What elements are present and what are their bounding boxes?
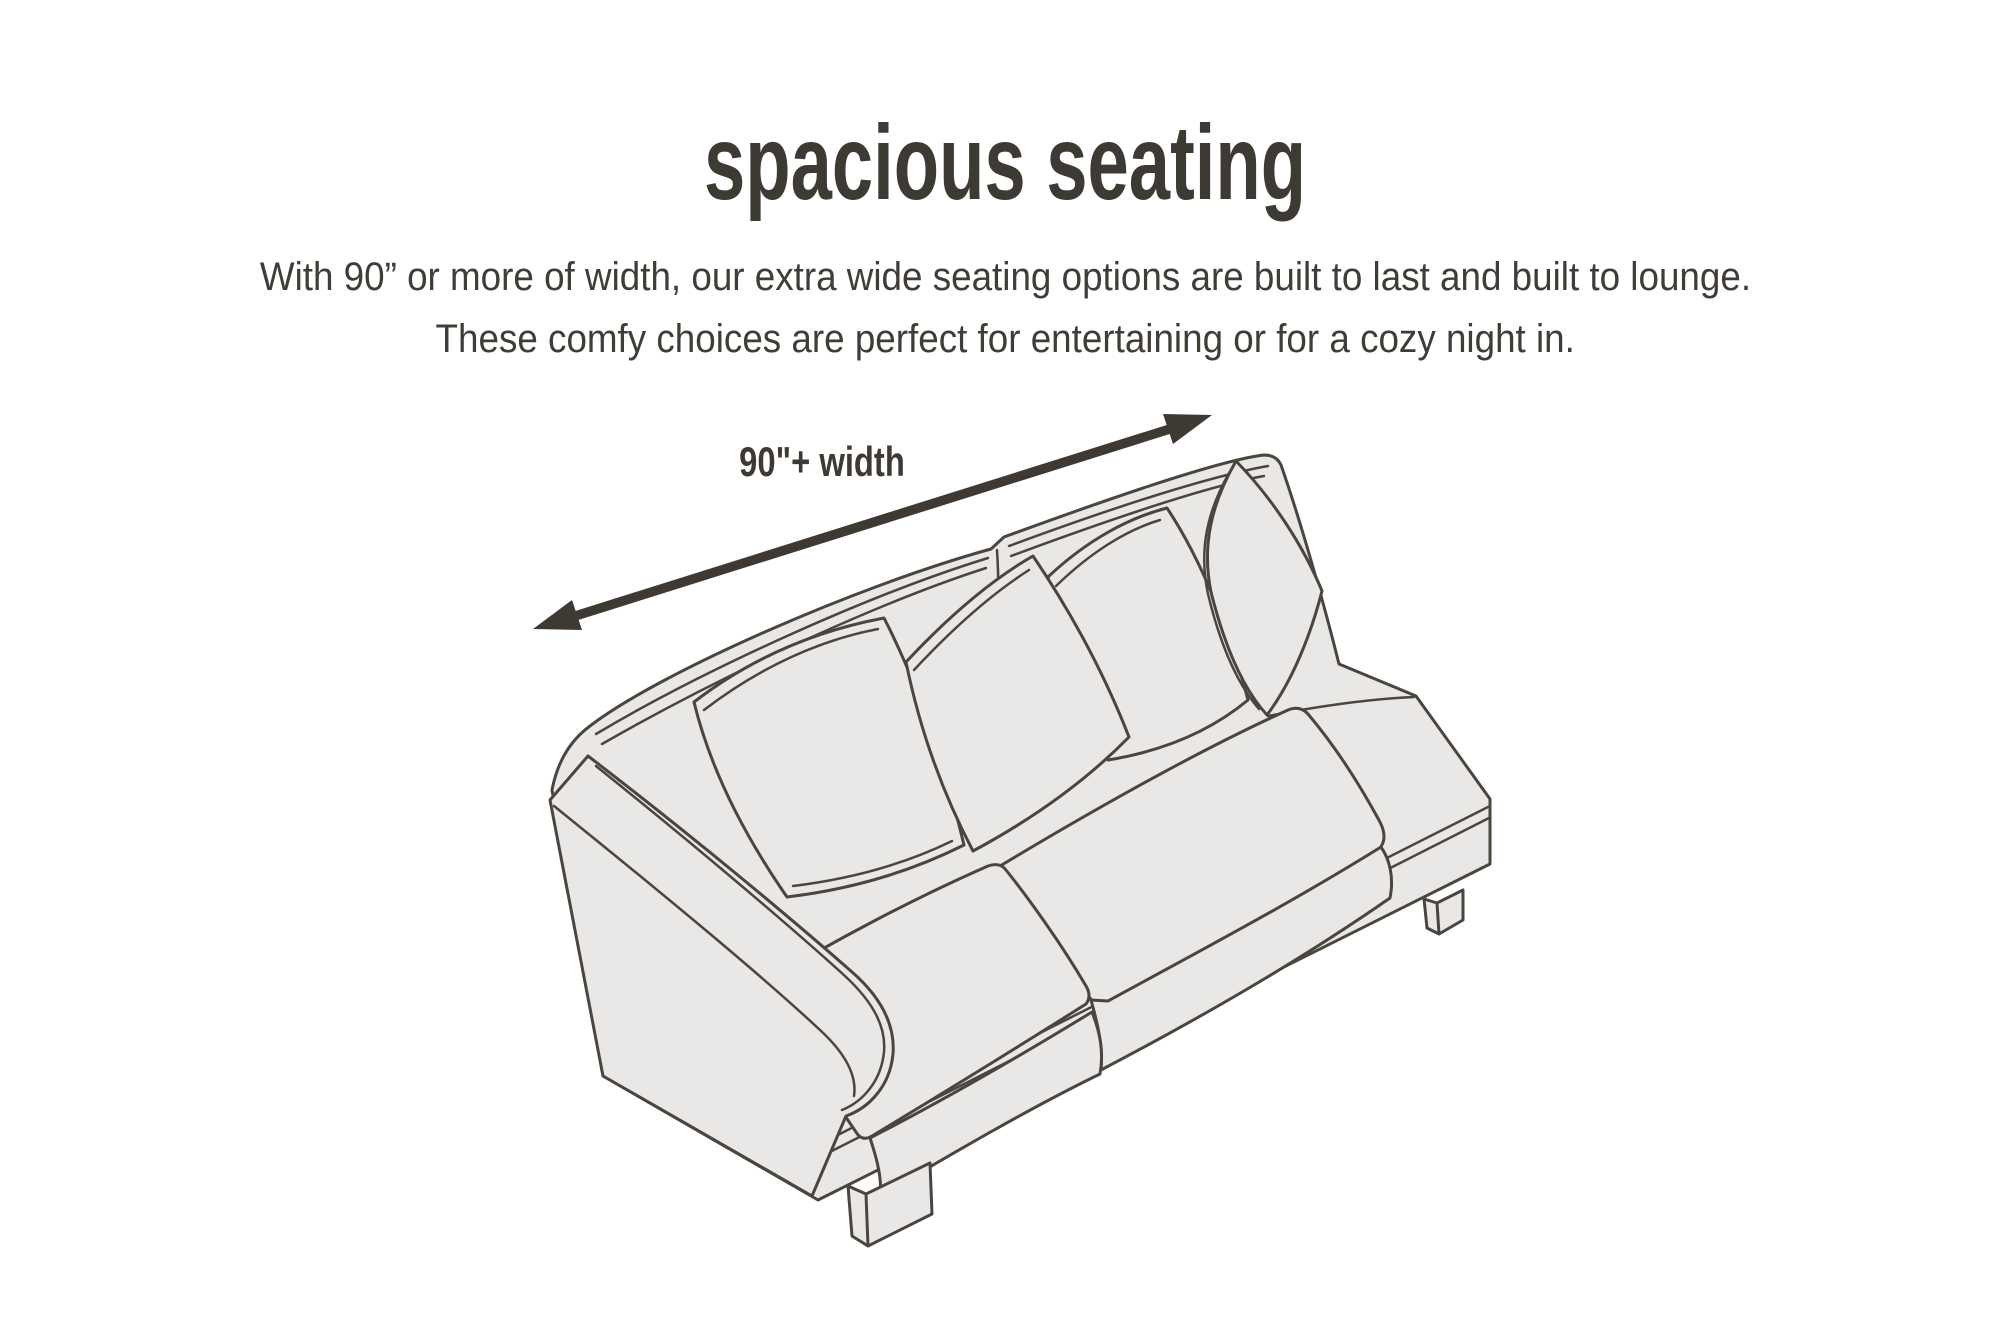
page-description-line-2: These comfy choices are perfect for entertaining or for a cozy night in. — [435, 317, 1575, 361]
arrow-head-left — [533, 600, 582, 630]
sofa-illustration — [550, 455, 1490, 1246]
arrow-head-right — [1163, 414, 1212, 444]
dimension-label: 90"+ width — [739, 438, 905, 485]
page-description-line-1: With 90” or more of width, our extra wide seating options are built to last and built to lounge. — [259, 255, 1751, 299]
page-title-text: spacious seating — [703, 104, 1307, 222]
right-foot — [1424, 890, 1463, 934]
